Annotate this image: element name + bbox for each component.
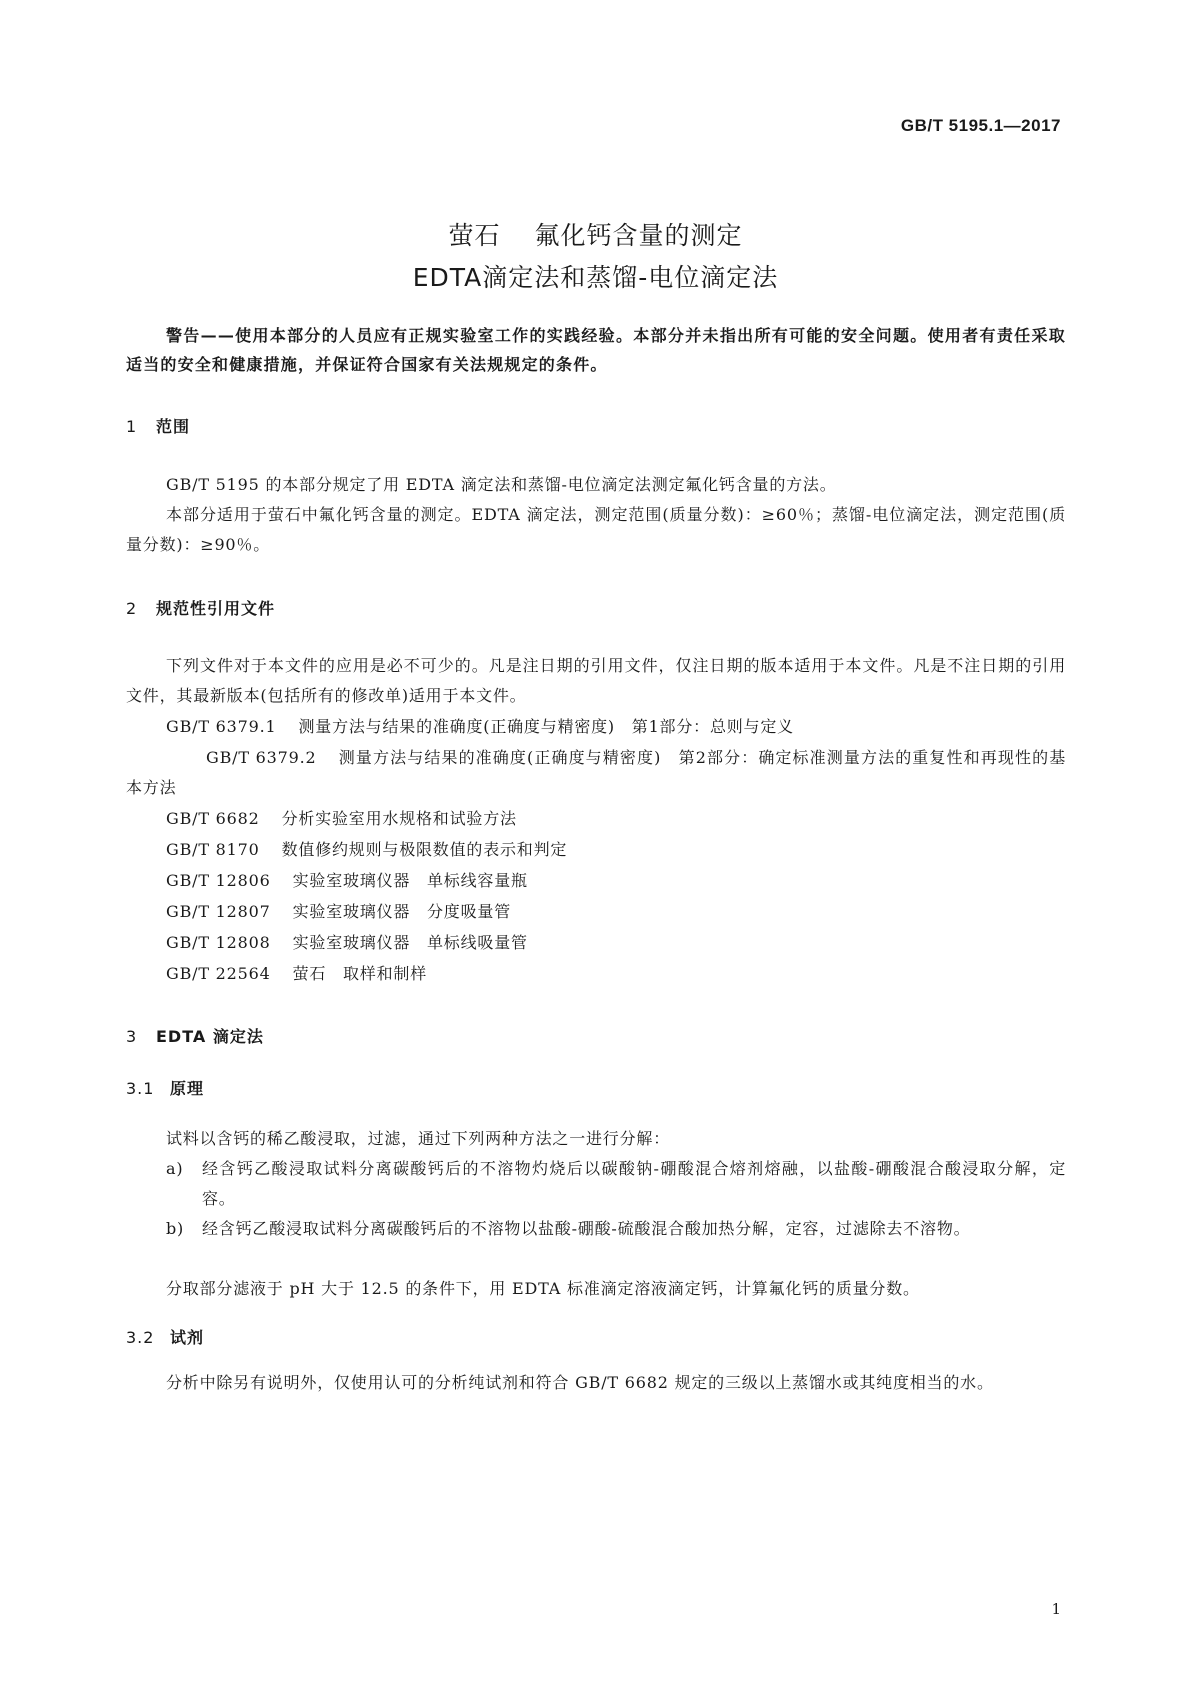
- section-1-title: 范围: [156, 417, 191, 436]
- section-3-2-heading: [126, 1325, 204, 1348]
- reference-item: [126, 743, 1066, 803]
- reference-code: GB/T 6682: [166, 809, 260, 828]
- reference-code: GB/T 12806: [166, 871, 271, 890]
- list-marker: a): [166, 1159, 184, 1178]
- reference-code: GB/T 6379.2: [206, 748, 317, 767]
- reference-item: [166, 804, 1066, 834]
- reference-title: 测量方法与结果的准确度(正确度与精密度) 第2部分：确定标准测量方法的重复性和再现性的基本方法: [126, 748, 1066, 797]
- list-item-text: 经含钙乙酸浸取试料分离碳酸钙后的不溶物灼烧后以碳酸钠-硼酸混合熔剂熔融，以盐酸-硼酸混合酸浸取分解，定容。: [202, 1159, 1066, 1208]
- reference-title: 萤石 取样和制样: [292, 964, 427, 983]
- section-3-2-number: 3.2: [126, 1328, 155, 1347]
- section-3-1-number: 3.1: [126, 1079, 155, 1098]
- section-1-heading: [126, 414, 190, 437]
- section-2-number: 2: [126, 599, 138, 618]
- reference-item: [166, 835, 1066, 865]
- section-2-intro: 下列文件对于本文件的应用是必不可少的。凡是注日期的引用文件，仅注日期的版本适用于本文件。凡是不注日期的引用文件，其最新版本(包括所有的修改单)适用于本文件。: [126, 656, 1066, 705]
- title-line-1: [0, 216, 1191, 252]
- warning-paragraph: 警告——使用本部分的人员应有正规实验室工作的实践经验。本部分并未指出所有可能的安全问题。使用者有责任采取适当的安全和健康措施，并保证符合国家有关法规规定的条件。: [126, 326, 1066, 374]
- section-3-1-outro: 分取部分滤液于 pH 大于 12.5 的条件下，用 EDTA 标准滴定溶液滴定钙，计算氟化钙的质量分数。: [166, 1279, 920, 1298]
- section-3-2-paragraph: 分析中除另有说明外，仅使用认可的分析纯试剂和符合 GB/T 6682 规定的三级以上蒸馏水或其纯度相当的水。: [166, 1373, 994, 1392]
- section-3-1-title: 原理: [170, 1079, 205, 1098]
- list-marker: b): [166, 1219, 185, 1238]
- reference-title: 分析实验室用水规格和试验方法: [281, 809, 517, 828]
- reference-code: GB/T 8170: [166, 840, 260, 859]
- reference-title: 实验室玻璃仪器 单标线容量瓶: [292, 871, 528, 890]
- reference-code: GB/T 6379.1: [166, 717, 277, 736]
- reference-item: [166, 866, 1066, 896]
- title-line-1-part-1: 萤石: [448, 221, 501, 250]
- section-1-paragraph-1: GB/T 5195 的本部分规定了用 EDTA 滴定法和蒸馏-电位滴定法测定氟化钙含量的方法。: [166, 475, 837, 494]
- section-2-title: 规范性引用文件: [156, 599, 276, 618]
- reference-code: GB/T 12807: [166, 902, 271, 921]
- page-number: 1: [1051, 1600, 1061, 1618]
- section-3-title: EDTA 滴定法: [156, 1027, 264, 1046]
- title-line-1-part-2: 氟化钙含量的测定: [534, 221, 743, 250]
- title-line-2: EDTA滴定法和蒸馏-电位滴定法: [412, 263, 779, 292]
- section-3-1-intro: 试料以含钙的稀乙酸浸取，过滤，通过下列两种方法之一进行分解：: [166, 1129, 671, 1148]
- reference-title: 实验室玻璃仪器 分度吸量管: [292, 902, 511, 921]
- section-1-paragraph-2: 本部分适用于萤石中氟化钙含量的测定。EDTA 滴定法，测定范围(质量分数)：≥60％；蒸馏-电位滴定法，测定范围(质量分数)：≥90％。: [126, 505, 1066, 554]
- section-3-2-title: 试剂: [170, 1328, 205, 1347]
- reference-code: GB/T 22564: [166, 964, 271, 983]
- reference-item: [166, 959, 1066, 989]
- section-3-heading: [126, 1024, 264, 1047]
- reference-item: [166, 712, 1066, 742]
- list-item: [166, 1214, 1066, 1244]
- reference-title: 数值修约规则与极限数值的表示和判定: [281, 840, 568, 859]
- section-3-number: 3: [126, 1027, 138, 1046]
- reference-title: 测量方法与结果的准确度(正确度与精密度) 第1部分：总则与定义: [298, 717, 794, 736]
- reference-title: 实验室玻璃仪器 单标线吸量管: [292, 933, 528, 952]
- list-item: [166, 1154, 1066, 1214]
- reference-item: [166, 928, 1066, 958]
- reference-item: [166, 897, 1066, 927]
- list-item-text: 经含钙乙酸浸取试料分离碳酸钙后的不溶物以盐酸-硼酸-硫酸混合酸加热分解，定容，过滤除去不溶物。: [202, 1219, 971, 1238]
- section-2-heading: [126, 596, 275, 619]
- section-1-number: 1: [126, 417, 138, 436]
- standard-number: GB/T 5195.1—2017: [900, 116, 1061, 135]
- reference-code: GB/T 12808: [166, 933, 271, 952]
- section-3-1-heading: [126, 1076, 204, 1099]
